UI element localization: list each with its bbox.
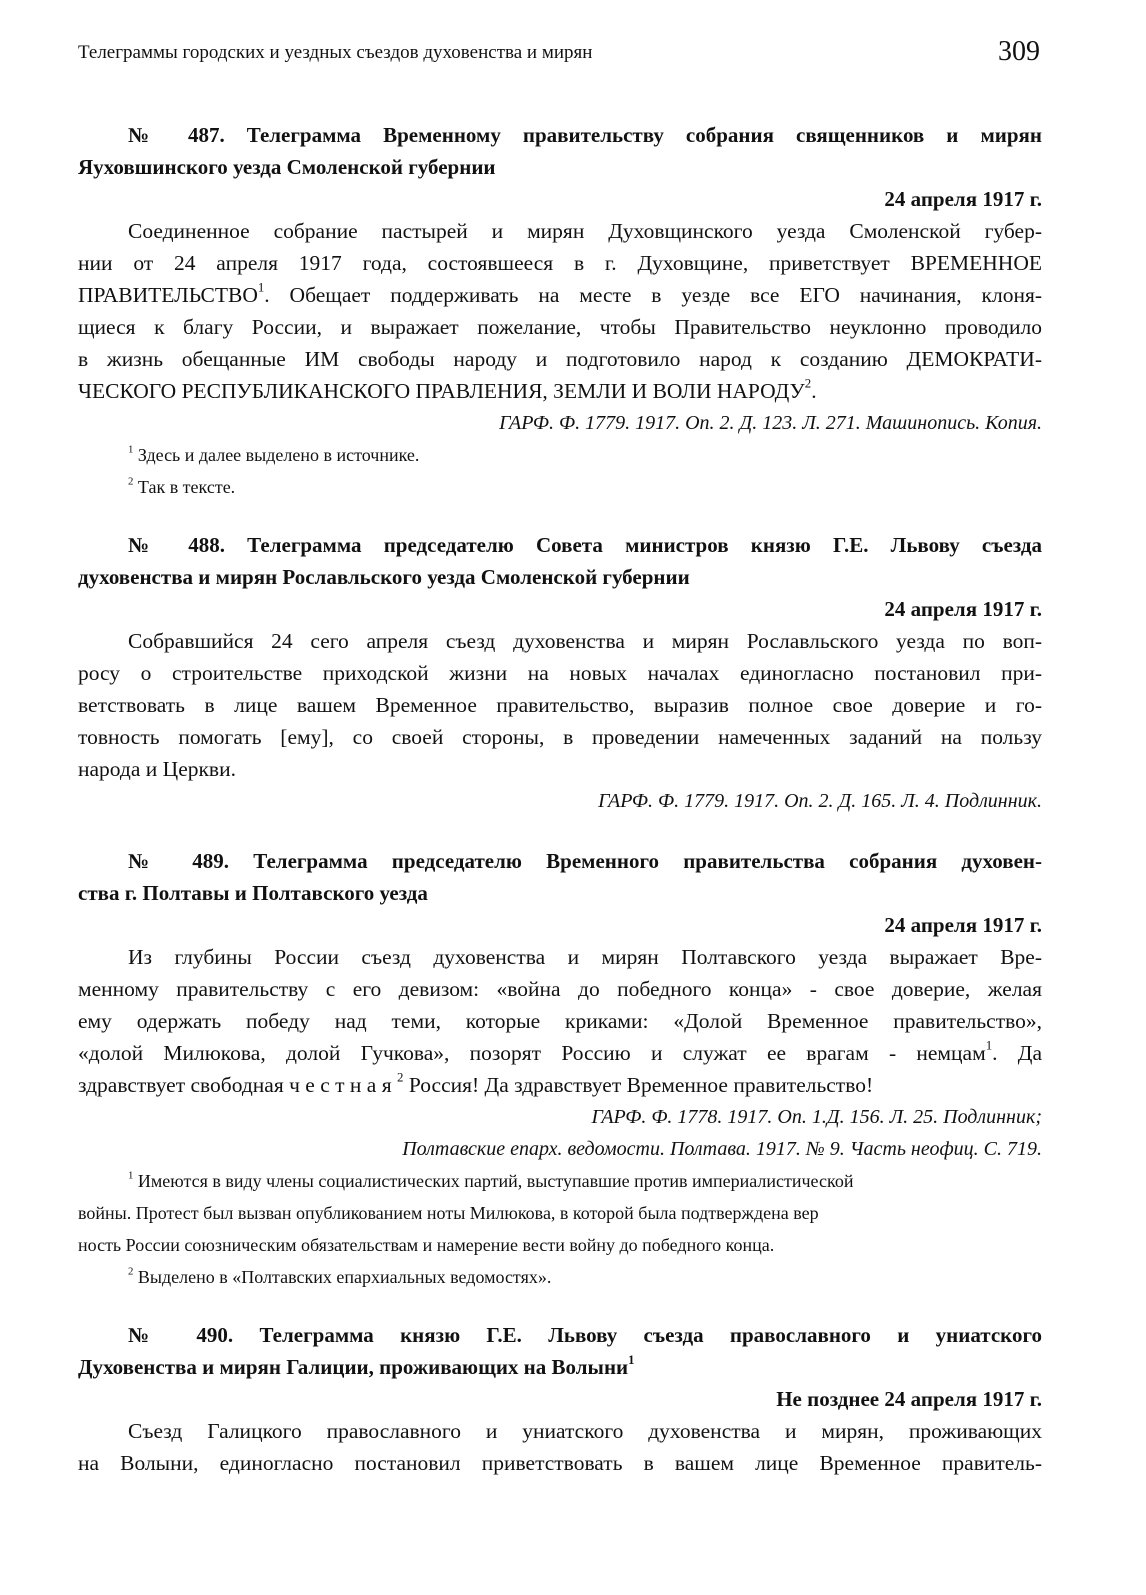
text-run: . Да <box>992 1041 1042 1065</box>
document-489 <box>78 845 1042 1293</box>
footnote-ref: 2 <box>128 1265 134 1278</box>
archive-source <box>78 785 1042 817</box>
title-line <box>78 151 1042 183</box>
document-487 <box>78 119 1042 503</box>
title-line <box>78 877 1042 909</box>
footnote-line <box>78 471 1042 503</box>
title-line <box>78 845 1042 877</box>
source-line <box>78 1101 1042 1133</box>
body-line <box>78 625 1042 657</box>
body-line <box>78 1005 1042 1037</box>
text-run: Из глубины России съезд духовенства и мирян Полтавского уезда выражает Вре- <box>128 945 1042 969</box>
page-number: 309 <box>998 36 1040 67</box>
source-line <box>78 407 1042 439</box>
text-run: ветствовать в лице вашем Временное правительство, выразив полное свое доверие и го- <box>78 693 1042 717</box>
footnote-ref: 1 <box>128 443 134 456</box>
document-title <box>78 1319 1042 1383</box>
footnote-line <box>78 1197 1042 1229</box>
text-run: Духовенства и мирян Галиции, проживающих на Волыни <box>78 1355 629 1379</box>
footnote-ref: 2 <box>128 475 134 488</box>
footnote-ref: 1 <box>257 280 265 295</box>
text-run: № 488. Телеграмма председателю Совета министров князю Г.Е. Львову съезда <box>128 533 1042 557</box>
text-run: ГАРФ. Ф. 1779. 1917. Оп. 2. Д. 165. Л. 4. Подлинник. <box>598 790 1042 812</box>
body-line <box>78 375 1042 407</box>
document-body <box>78 941 1042 1101</box>
text-run: народа и Церкви. <box>78 757 236 781</box>
text-run: Соединенное собрание пастырей и мирян Духовщинского уезда Смоленской губер- <box>128 219 1042 243</box>
text-run: ЧЕСКОГО РЕСПУБЛИКАНСКОГО ПРАВЛЕНИЯ, ЗЕМЛИ И ВОЛИ НАРОДУ <box>78 379 805 403</box>
footnote-line <box>78 1229 1042 1261</box>
document-date: 24 апреля 1917 г. <box>884 597 1042 621</box>
text-run: здравствует свободная ч е с т н а я <box>78 1073 397 1097</box>
footnotes <box>78 1165 1042 1293</box>
text-run: нии от 24 апреля 1917 года, состоявшееся в г. Духовщине, приветствует ВРЕМЕННОЕ <box>78 251 1042 275</box>
text-run: ПРАВИТЕЛЬСТВО <box>78 283 258 307</box>
document-body <box>78 1415 1042 1479</box>
source-line <box>78 1133 1042 1165</box>
body-line <box>78 1037 1042 1069</box>
footnote-line <box>78 1261 1042 1293</box>
document-date: Не позднее 24 апреля 1917 г. <box>776 1387 1042 1411</box>
body-line <box>78 689 1042 721</box>
body-line <box>78 1447 1042 1479</box>
text-run: № 487. Телеграмма Временному правительству собрания священников и мирян <box>128 123 1042 147</box>
text-run: Выделено в «Полтавских епархиальных ведомостях». <box>133 1267 552 1287</box>
text-run: товность помогать [ему], со своей стороны, в проведении намеченных заданий на пользу <box>78 725 1042 749</box>
text-run: . <box>811 379 817 403</box>
title-line <box>78 561 1042 593</box>
text-run: Полтавские епарх. ведомости. Полтава. 1917. № 9. Часть неофиц. С. 719. <box>402 1138 1042 1160</box>
text-run: «долой Милюкова, долой Гучкова», позорят Россию и служат ее врагам - немцам <box>78 1041 986 1065</box>
title-line <box>78 529 1042 561</box>
text-run: ГАРФ. Ф. 1779. 1917. Оп. 2. Д. 123. Л. 271. Машинопись. Копия. <box>499 412 1042 434</box>
text-run: . Обещает поддерживать на месте в уезде все ЕГО начинания, клоня- <box>264 283 1042 307</box>
footnotes <box>78 439 1042 503</box>
body-line <box>78 215 1042 247</box>
body-line <box>78 941 1042 973</box>
footnote-line <box>78 439 1042 471</box>
text-run: ства г. Полтавы и Полтавского уезда <box>78 881 428 905</box>
text-run: духовенства и мирян Рославльского уезда Смоленской губернии <box>78 565 690 589</box>
text-run: менному правительству с его девизом: «война до победного конца» - свое доверие, желая <box>78 977 1042 1001</box>
text-run: Съезд Галицкого православного и униатского духовенства и мирян, проживающих <box>128 1419 1042 1443</box>
title-line <box>78 1319 1042 1351</box>
footnote-ref: 2 <box>804 376 812 391</box>
footnote-ref: 1 <box>628 1352 635 1367</box>
source-line <box>78 785 1042 817</box>
running-title: Телеграммы городских и уездных съездов духовенства и мирян <box>78 42 593 63</box>
body-line <box>78 279 1042 311</box>
document-490 <box>78 1319 1042 1479</box>
text-run: Здесь и далее выделено в источнике. <box>133 445 420 465</box>
text-run: Собравшийся 24 сего апреля съезд духовенства и мирян Рославльского уезда по воп- <box>128 629 1042 653</box>
text-run: на Волыни, единогласно постановил приветствовать в вашем лице Временное правитель- <box>78 1451 1042 1475</box>
text-run: ГАРФ. Ф. 1778. 1917. Оп. 1.Д. 156. Л. 25. Подлинник; <box>591 1106 1042 1128</box>
footnote-ref: 1 <box>128 1169 134 1182</box>
document-title <box>78 529 1042 593</box>
body-line <box>78 753 1042 785</box>
running-header <box>78 36 1040 70</box>
body-line <box>78 721 1042 753</box>
text-run: № 490. Телеграмма князю Г.Е. Львову съезда православного и униатского <box>128 1323 1042 1347</box>
text-run: ему одержать победу над теми, которые криками: «Долой Временное правительство», <box>78 1009 1042 1033</box>
document-title <box>78 845 1042 909</box>
text-run: ность России союзническим обязательствам и намерение вести войну до победного конца. <box>78 1235 775 1255</box>
text-run: Яуховшинского уезда Смоленской губернии <box>78 155 496 179</box>
body-line <box>78 247 1042 279</box>
document-body <box>78 625 1042 785</box>
title-line <box>78 119 1042 151</box>
body-line <box>78 657 1042 689</box>
body-line <box>78 973 1042 1005</box>
footnote-ref: 2 <box>396 1070 404 1085</box>
footnote-line <box>78 1165 1042 1197</box>
document-body <box>78 215 1042 407</box>
text-run: войны. Протест был вызван опубликованием ноты Милюкова, в которой была подтверждена вер <box>78 1203 819 1223</box>
body-line <box>78 311 1042 343</box>
body-line <box>78 1415 1042 1447</box>
archive-source <box>78 407 1042 439</box>
document-date: 24 апреля 1917 г. <box>884 913 1042 937</box>
title-line <box>78 1351 1042 1383</box>
text-run: № 489. Телеграмма председателю Временного правительства собрания духовен- <box>128 849 1042 873</box>
text-run: Имеются в виду члены социалистических партий, выступавшие против империалистической <box>133 1171 854 1191</box>
text-run: щиеся к благу России, и выражает пожелание, чтобы Правительство неуклонно проводило <box>78 315 1042 339</box>
text-run: Россия! Да здравствует Временное правительство! <box>403 1073 874 1097</box>
archive-source <box>78 1101 1042 1165</box>
body-line <box>78 1069 1042 1101</box>
footnote-ref: 1 <box>985 1038 993 1053</box>
document-488 <box>78 529 1042 817</box>
text-run: в жизнь обещанные ИМ свободы народу и подготовило народ к созданию ДЕМОКРАТИ- <box>78 347 1042 371</box>
text-run: росу о строительстве приходской жизни на новых началах единогласно постановил при- <box>78 661 1042 685</box>
document-title <box>78 119 1042 183</box>
text-run: Так в тексте. <box>133 477 236 497</box>
document-date: 24 апреля 1917 г. <box>884 187 1042 211</box>
body-line <box>78 343 1042 375</box>
